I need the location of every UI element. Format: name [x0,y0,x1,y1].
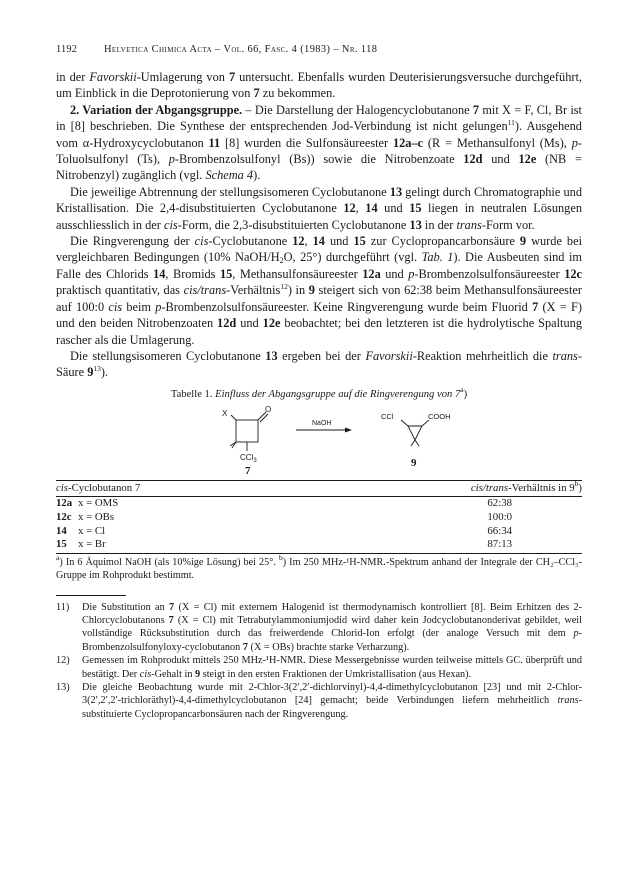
product-cooh-group: COOH [428,411,451,421]
col-header-cyclobutanone: cis-Cyclobutanon 7 [56,480,259,497]
table-row: 14 x = Cl 66:34 [56,524,512,537]
table-row: 15 x = Br 87:13 [56,538,512,551]
paragraph-2: 2. Variation der Abgangsgruppe. – Die Darstellung der Halogencyclobutanone 7 mit X = F, Cl, Br ist in [8] beschrieben. Die Synthese der entsprechenden Jod-Verbindung ist nicht gelungen$^{11}$). Ausgehend vom α-Hydroxycyclobutanon 11 [8] wurden die Sulfonsäureester 12a–c (R = Methansulfonyl (Ms), p-Toluolsulfonyl (Ts), p-Brombenzolsulfonyl (Bs)) sowie die Nitrobenzoate 12d und 12e (NB = Nitrobenzyl) zugänglich (vgl. Schema 4). [56,102,582,183]
table-footnotes: $^a$) In 6 Äquimol NaOH (als 10%ige Lösung) bei 25°. $^b$) Im 250 MHz-¹H-NMR.-Spektrum anhand der Integrale der CH₂–CCl₃-Gruppe im Rohprodukt bestimmt. [56,552,583,582]
paragraph-5: Die stellungsisomeren Cyclobutanone 13 ergeben bei der Favorskii-Reaktion mehrheitlich die trans-Säure $9^{13}$). [56,348,582,380]
x-substituent: X [222,408,228,418]
table-caption: Tabelle 1. Einfluss der Abgangsgruppe auf die Ringverengung von 7$^a$) [170,384,468,400]
footnote-11: 11) Die Substitution an 7 (X = Cl) mit externem Halogenid ist thermodynamisch kontrolliert [8]. Beim Erhitzen des 2-Chlorcyclobutanons 7 (X = Cl) mit Tetrabutylammoniumjodid wird daher kein Jodcyclobutanonderivat gebildet, weil vollständige Rücksubstitution durch das freiwerdende Chlorid-Ion erfolgt (der analoge Versuch mit dem p-Brombenzolsulfonyloxy-cyclobutanon 7 (X = OBs) brachte starke Verharzung). [56,601,582,653]
paragraph-4: Die Ringverengung der cis-Cyclobutanone 12, 14 und 15 zur Cyclopropancarbonsäure 9 wurde bei vergleichbaren Bedingungen (10% NaOH/$H_2O$, 25°) durchgeführt (vgl. Tab. 1). Die Ausbeuten sind im Falle des Chlorids 14, Bromids 15, Methansulfonsäureester 12a und p-Brombenzolsulfonsäureester 12c praktisch quantitativ, das cis/trans-Verhältnis$^{12}$) in 9 steigert sich von 62:38 beim Methansulfonsäureester auf 100:0 cis beim p-Brombenzolsulfonsäureester. Keine Ringverengung wurde beim Fluorid 7 (X = F) und den beiden Nitrobenzoaten 12d und 12e beobachtet; bei den letzteren ist die hydrolytische Spaltung rascher als die Umlagerung. [56,234,583,347]
ccl3-group: CCl$_3$ [240,452,257,464]
results-table [56,480,582,552]
page-number: 1192 [56,44,78,55]
reaction-scheme-drawing [56,404,582,476]
compound-label-7: 7 [245,464,251,476]
compound-label-9: 9 [411,456,417,469]
table-row: 12c x = OBs 100:0 [56,510,512,523]
reaction-scheme [56,404,582,476]
footnote-ref-11: 11 [507,118,515,128]
footnote-divider [56,595,126,596]
product-ccl3-group: CCl [381,411,394,421]
running-title: Helvetica Chimica Acta – Vol. 66, Fasc. 4 (1983) – Nr. 118 [104,44,378,55]
footnote-ref-13: 13 [93,364,101,374]
running-header [56,44,582,58]
table-row: 12a x = OMS 62:38 [56,497,512,510]
footnote-13: 13) Die gleiche Beobachtung wurde mit 2-Chlor-3(2′,2′-dichlorvinyl)-4,4-dimethylcyclobutanon [23] und mit 2-Chlor-3(2′,2′,2′-trichloräthyl)-4,4-dimethylcyclobutanon [24] gemacht; beide Verbindungen liefern mehrheitlich trans-substituierte Cyclopropancarbonsäuren nach der Ringverengung. [56,681,582,720]
reagent-label: NaOH [312,419,332,427]
table-header-row [56,480,582,497]
col-header-ratio: cis/trans-Verhältnis in 9$^b$) [259,480,582,497]
journal-page [56,44,582,721]
footnote-ref-12: 12 [280,282,288,292]
cyclobutane-ring [236,420,258,442]
cyclopropane-ring [408,426,422,440]
paragraph-3: Die jeweilige Abtrennung der stellungsisomeren Cyclobutanone 13 gelingt durch Chromatographie und Kristallisation. Die 2,4-disubstituierten Cyclobutanone 12, 14 und 15 liegen in neutralen Lösungen ausschliesslich in der cis-Form, die 2,3-disubstituierten Cyclobutanone 13 in der trans-Form vor. [56,184,582,232]
arrow-head [345,427,352,432]
paragraph-1: in der Favorskii-Umlagerung von 7 untersucht. Ebenfalls wurden Deuterisierungsversuche durchgeführt, um Einblick in die Deprotonierung von 7 zu bekommen. [56,70,582,101]
carbonyl-oxygen: O [265,404,272,414]
section-heading: 2. Variation der Abgangsgruppe. [70,102,243,117]
x-bond [231,415,236,420]
footnote-12: 12) Gemessen im Rohprodukt mittels 250 MHz-¹H-NMR. Diese Messergebnisse wurden teilweise mittels GC. überprüft und bestätigt. Der cis-Gehalt in 9 steigt in den ersten Fraktionen der Umkristallisation (aus Hexan). [56,655,582,680]
